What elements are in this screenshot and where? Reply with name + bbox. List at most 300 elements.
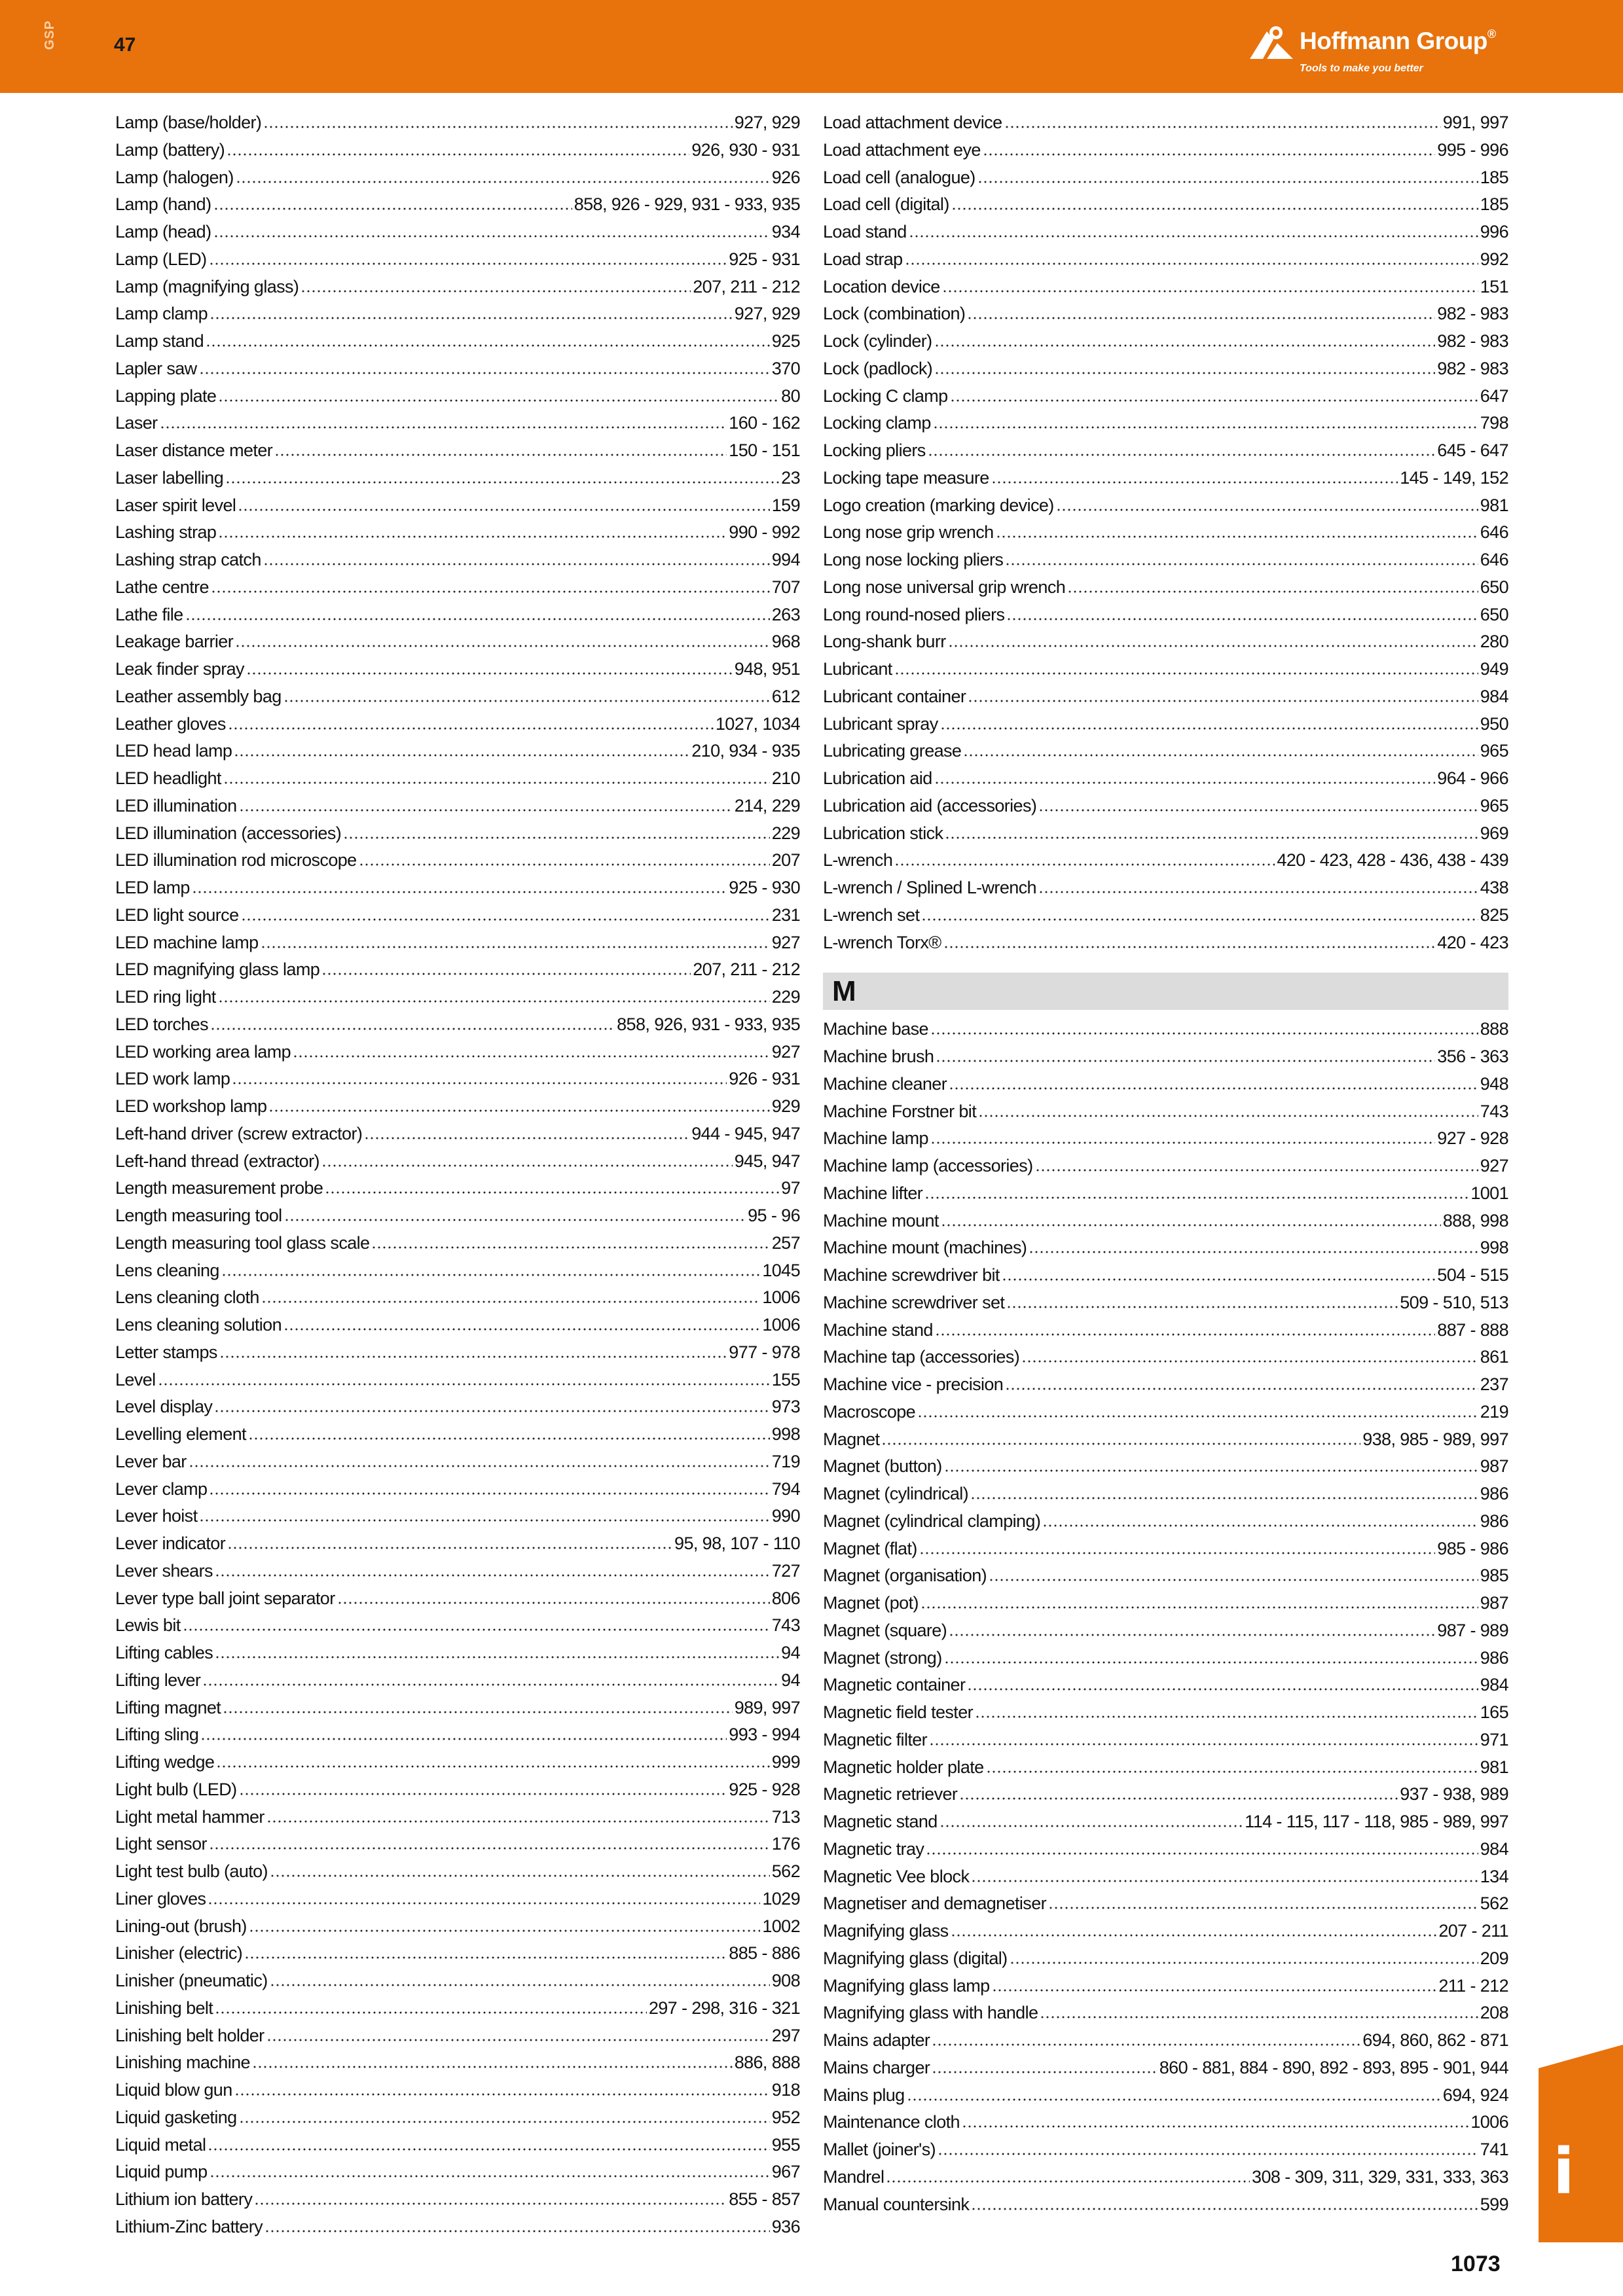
index-entry[interactable] xyxy=(823,249,1508,277)
page-reference[interactable]: 996 xyxy=(1480,222,1508,242)
page-reference[interactable]: 999 xyxy=(771,1752,800,1772)
index-entry[interactable] xyxy=(115,1151,800,1179)
page-reference[interactable]: 926, 930 - 931 xyxy=(691,139,800,160)
page-reference[interactable]: 858, 926 - 929, 931 - 933, 935 xyxy=(574,194,800,215)
brand-logo[interactable] xyxy=(1247,24,1509,82)
index-entry[interactable] xyxy=(115,2189,800,2217)
page-reference[interactable]: 991, 997 xyxy=(1442,113,1508,132)
index-entry[interactable] xyxy=(115,714,800,742)
page-reference[interactable]: 145 - 149, 152 xyxy=(1400,467,1508,488)
index-entry[interactable] xyxy=(823,2085,1508,2113)
index-entry[interactable] xyxy=(823,1265,1508,1293)
page-reference[interactable]: 885 - 886 xyxy=(729,1943,800,1964)
page-reference[interactable]: 23 xyxy=(781,467,800,488)
index-entry[interactable] xyxy=(823,168,1508,195)
page-reference[interactable]: 207, 211 - 212 xyxy=(693,960,800,980)
page-reference[interactable]: 612 xyxy=(771,686,800,706)
index-entry[interactable] xyxy=(115,1670,800,1698)
index-entry[interactable] xyxy=(823,1539,1508,1566)
index-entry[interactable] xyxy=(115,1370,800,1397)
index-entry[interactable] xyxy=(115,550,800,577)
page-reference[interactable]: 1006 xyxy=(762,1287,800,1308)
page-reference[interactable]: 114 - 115, 117 - 118, 985 - 989, 997 xyxy=(1245,1812,1508,1831)
index-entry[interactable] xyxy=(823,495,1508,523)
index-entry[interactable] xyxy=(823,605,1508,632)
index-entry[interactable] xyxy=(115,468,800,495)
index-entry[interactable] xyxy=(115,249,800,277)
page-reference[interactable]: 155 xyxy=(771,1369,800,1390)
page-reference[interactable]: 955 xyxy=(771,2134,800,2155)
index-entry[interactable] xyxy=(823,659,1508,687)
index-entry[interactable] xyxy=(823,2167,1508,2195)
page-reference[interactable]: 420 - 423, 428 - 436, 438 - 439 xyxy=(1277,850,1508,870)
index-entry[interactable] xyxy=(823,1593,1508,1621)
info-side-tab[interactable] xyxy=(1539,2045,1623,2242)
index-entry[interactable] xyxy=(823,850,1508,878)
index-entry[interactable] xyxy=(115,1233,800,1261)
index-entry[interactable] xyxy=(115,605,800,632)
index-entry[interactable] xyxy=(115,1042,800,1069)
page-reference[interactable]: 948, 951 xyxy=(734,659,800,679)
page-reference[interactable]: 948 xyxy=(1480,1073,1508,1094)
page-reference[interactable]: 964 - 966 xyxy=(1437,768,1508,788)
page-reference[interactable]: 165 xyxy=(1480,1702,1508,1722)
page-reference[interactable]: 743 xyxy=(771,1615,800,1636)
page-reference[interactable]: 562 xyxy=(771,1861,800,1881)
index-entry[interactable] xyxy=(823,1293,1508,1320)
page-reference[interactable]: 713 xyxy=(771,1806,800,1827)
index-entry[interactable] xyxy=(823,1374,1508,1402)
page-reference[interactable]: 160 - 162 xyxy=(729,413,800,433)
index-entry[interactable] xyxy=(823,933,1508,960)
page-reference[interactable]: 825 xyxy=(1480,905,1508,925)
page-reference[interactable]: 80 xyxy=(781,386,800,406)
page-reference[interactable]: 981 xyxy=(1480,495,1508,515)
page-reference[interactable]: 993 - 994 xyxy=(729,1725,800,1745)
index-entry[interactable] xyxy=(115,905,800,933)
page-reference[interactable]: 927 - 928 xyxy=(1437,1128,1508,1149)
index-entry[interactable] xyxy=(115,359,800,386)
index-entry[interactable] xyxy=(823,1238,1508,1265)
page-reference[interactable]: 211 - 212 xyxy=(1438,1975,1508,1996)
index-entry[interactable] xyxy=(115,2026,800,2053)
page-reference[interactable]: 936 xyxy=(771,2216,800,2236)
index-entry[interactable] xyxy=(823,304,1508,331)
page-reference[interactable]: 237 xyxy=(1480,1374,1508,1394)
index-entry[interactable] xyxy=(115,1424,800,1452)
page-reference[interactable]: 741 xyxy=(1480,2140,1508,2159)
index-entry[interactable] xyxy=(823,1320,1508,1348)
page-reference[interactable]: 207 - 211 xyxy=(1438,1921,1508,1941)
index-entry[interactable] xyxy=(823,1102,1508,1129)
index-entry[interactable] xyxy=(115,1971,800,1998)
page-reference[interactable]: 887 - 888 xyxy=(1437,1319,1508,1340)
page-reference[interactable]: 987 - 989 xyxy=(1437,1620,1508,1640)
page-reference[interactable]: 207, 211 - 212 xyxy=(693,276,800,296)
page-reference[interactable]: 1006 xyxy=(1470,2112,1508,2132)
index-entry[interactable] xyxy=(823,577,1508,605)
page-reference[interactable]: 210, 934 - 935 xyxy=(691,741,800,761)
page-reference[interactable]: 945, 947 xyxy=(734,1151,800,1171)
index-entry[interactable] xyxy=(823,222,1508,249)
page-reference[interactable]: 994 xyxy=(771,550,800,569)
index-entry[interactable] xyxy=(823,905,1508,933)
page-reference[interactable]: 219 xyxy=(1480,1401,1508,1422)
page-reference[interactable]: 861 xyxy=(1480,1347,1508,1367)
index-entry[interactable] xyxy=(115,113,800,140)
page-reference[interactable]: 938, 985 - 989, 997 xyxy=(1362,1429,1508,1449)
page-reference[interactable]: 929 xyxy=(771,1096,800,1116)
page-reference[interactable]: 151 xyxy=(1480,276,1508,296)
page-reference[interactable]: 176 xyxy=(771,1834,800,1854)
index-entry[interactable] xyxy=(115,577,800,605)
page-reference[interactable]: 998 xyxy=(771,1424,800,1444)
page-reference[interactable]: 727 xyxy=(771,1560,800,1581)
page-reference[interactable]: 984 xyxy=(1480,1839,1508,1859)
index-entry[interactable] xyxy=(823,2003,1508,2030)
page-reference[interactable]: 231 xyxy=(771,905,800,925)
page-reference[interactable]: 229 xyxy=(771,823,800,843)
page-reference[interactable]: 370 xyxy=(771,358,800,378)
index-entry[interactable] xyxy=(115,331,800,359)
index-entry[interactable] xyxy=(823,140,1508,168)
index-entry[interactable] xyxy=(115,1069,800,1096)
index-entry[interactable] xyxy=(115,1534,800,1561)
page-reference[interactable]: 1029 xyxy=(762,1888,800,1909)
index-entry[interactable] xyxy=(823,277,1508,304)
page-reference[interactable]: 806 xyxy=(771,1588,800,1608)
page-reference[interactable]: 992 xyxy=(1480,249,1508,269)
index-entry[interactable] xyxy=(115,1889,800,1916)
page-reference[interactable]: 855 - 857 xyxy=(729,2189,800,2209)
index-entry[interactable] xyxy=(115,2162,800,2189)
page-reference[interactable]: 860 - 881, 884 - 890, 892 - 893, 895 - 901, 944 xyxy=(1159,2057,1508,2077)
page-reference[interactable]: 646 xyxy=(1480,550,1508,569)
page-reference[interactable]: 694, 860, 862 - 871 xyxy=(1362,2030,1508,2050)
index-entry[interactable] xyxy=(823,2195,1508,2222)
page-reference[interactable]: 886, 888 xyxy=(734,2053,800,2073)
page-reference[interactable]: 94 xyxy=(781,1670,800,1690)
index-entry[interactable] xyxy=(823,1976,1508,2003)
page-reference[interactable]: 926 xyxy=(771,167,800,187)
index-entry[interactable] xyxy=(115,1124,800,1151)
page-reference[interactable]: 927 xyxy=(1480,1156,1508,1175)
page-reference[interactable]: 297 - 298, 316 - 321 xyxy=(648,1998,800,2018)
page-reference[interactable]: 263 xyxy=(771,604,800,624)
page-reference[interactable]: 438 xyxy=(1480,878,1508,897)
index-entry[interactable] xyxy=(115,632,800,659)
index-entry[interactable] xyxy=(115,1096,800,1124)
index-entry[interactable] xyxy=(823,768,1508,796)
page-reference[interactable]: 719 xyxy=(771,1451,800,1471)
page-reference[interactable]: 971 xyxy=(1480,1729,1508,1749)
page-reference[interactable]: 150 - 151 xyxy=(729,440,800,460)
page-reference[interactable]: 927, 929 xyxy=(734,113,800,132)
index-entry[interactable] xyxy=(115,987,800,1014)
index-entry[interactable] xyxy=(823,1757,1508,1785)
page-reference[interactable]: 949 xyxy=(1480,659,1508,679)
page-reference[interactable]: 937 - 938, 989 xyxy=(1400,1784,1508,1804)
index-entry[interactable] xyxy=(823,632,1508,659)
page-reference[interactable]: 990 xyxy=(771,1506,800,1526)
index-entry[interactable] xyxy=(115,1452,800,1479)
index-entry[interactable] xyxy=(823,440,1508,468)
page-reference[interactable]: 209 xyxy=(1480,1948,1508,1968)
page-reference[interactable]: 509 - 510, 513 xyxy=(1400,1292,1508,1312)
index-entry[interactable] xyxy=(115,194,800,222)
index-entry[interactable] xyxy=(115,1315,800,1342)
index-entry[interactable] xyxy=(115,1752,800,1780)
page-reference[interactable]: 650 xyxy=(1480,604,1508,624)
page-reference[interactable]: 229 xyxy=(771,987,800,1007)
index-entry[interactable] xyxy=(115,1561,800,1588)
page-reference[interactable]: 984 xyxy=(1480,686,1508,706)
index-entry[interactable] xyxy=(823,1702,1508,1730)
page-reference[interactable]: 1001 xyxy=(1470,1183,1508,1203)
index-entry[interactable] xyxy=(115,1698,800,1725)
page-reference[interactable]: 998 xyxy=(1480,1238,1508,1258)
page-reference[interactable]: 987 xyxy=(1480,1456,1508,1477)
index-entry[interactable] xyxy=(115,1014,800,1042)
page-reference[interactable]: 308 - 309, 311, 329, 331, 333, 363 xyxy=(1252,2166,1508,2187)
page-reference[interactable]: 280 xyxy=(1480,632,1508,652)
index-entry[interactable] xyxy=(823,1784,1508,1812)
page-reference[interactable]: 94 xyxy=(781,1643,800,1662)
page-reference[interactable]: 159 xyxy=(771,495,800,515)
page-reference[interactable]: 599 xyxy=(1480,2194,1508,2214)
index-entry[interactable] xyxy=(823,1047,1508,1074)
page-reference[interactable]: 950 xyxy=(1480,713,1508,734)
page-reference[interactable]: 908 xyxy=(771,1971,800,1990)
index-entry[interactable] xyxy=(115,1834,800,1861)
page-reference[interactable]: 356 - 363 xyxy=(1437,1047,1508,1066)
page-reference[interactable]: 1027, 1034 xyxy=(715,713,800,734)
page-reference[interactable]: 1006 xyxy=(762,1315,800,1335)
index-entry[interactable] xyxy=(823,522,1508,550)
index-entry[interactable] xyxy=(823,1648,1508,1676)
page-reference[interactable]: 927 xyxy=(771,932,800,952)
page-reference[interactable]: 646 xyxy=(1480,522,1508,543)
index-entry[interactable] xyxy=(823,1211,1508,1238)
index-entry[interactable] xyxy=(115,2080,800,2108)
page-reference[interactable]: 973 xyxy=(771,1397,800,1417)
page-reference[interactable]: 257 xyxy=(771,1232,800,1253)
index-entry[interactable] xyxy=(115,2217,800,2244)
index-entry[interactable] xyxy=(115,1998,800,2026)
index-entry[interactable] xyxy=(115,168,800,195)
index-entry[interactable] xyxy=(823,1511,1508,1539)
page-reference[interactable]: 926 - 931 xyxy=(729,1069,800,1089)
page-reference[interactable]: 995 - 996 xyxy=(1437,139,1508,160)
index-entry[interactable] xyxy=(823,1429,1508,1457)
page-reference[interactable]: 965 xyxy=(1480,741,1508,761)
index-entry[interactable] xyxy=(823,714,1508,742)
page-reference[interactable]: 214, 229 xyxy=(734,795,800,816)
page-reference[interactable]: 95, 98, 107 - 110 xyxy=(674,1534,800,1553)
index-entry[interactable] xyxy=(823,1484,1508,1511)
index-entry[interactable] xyxy=(115,1261,800,1288)
page-reference[interactable]: 1045 xyxy=(762,1260,800,1280)
index-entry[interactable] xyxy=(115,741,800,768)
index-entry[interactable] xyxy=(115,1206,800,1233)
page-reference[interactable]: 981 xyxy=(1480,1757,1508,1777)
index-entry[interactable] xyxy=(115,1178,800,1206)
page-reference[interactable]: 968 xyxy=(771,632,800,652)
page-reference[interactable]: 208 xyxy=(1480,2003,1508,2023)
index-entry[interactable] xyxy=(115,386,800,414)
page-reference[interactable]: 952 xyxy=(771,2107,800,2127)
page-reference[interactable]: 918 xyxy=(771,2080,800,2100)
page-reference[interactable]: 982 - 983 xyxy=(1437,304,1508,324)
index-entry[interactable] xyxy=(823,1621,1508,1648)
page-reference[interactable]: 562 xyxy=(1480,1893,1508,1914)
page-reference[interactable]: 925 - 931 xyxy=(729,249,800,269)
page-reference[interactable]: 297 xyxy=(771,2025,800,2045)
index-entry[interactable] xyxy=(823,194,1508,222)
page-reference[interactable]: 987 xyxy=(1480,1593,1508,1613)
index-entry[interactable] xyxy=(115,277,800,304)
index-entry[interactable] xyxy=(823,386,1508,414)
index-entry[interactable] xyxy=(115,413,800,440)
index-entry[interactable] xyxy=(115,1861,800,1889)
page-reference[interactable]: 647 xyxy=(1480,386,1508,406)
index-entry[interactable] xyxy=(115,140,800,168)
index-entry[interactable] xyxy=(823,113,1508,140)
index-entry[interactable] xyxy=(115,933,800,960)
page-reference[interactable]: 743 xyxy=(1480,1101,1508,1121)
page-reference[interactable]: 207 xyxy=(771,850,800,870)
page-reference[interactable]: 984 xyxy=(1480,1675,1508,1695)
index-entry[interactable] xyxy=(823,1019,1508,1047)
page-reference[interactable]: 134 xyxy=(1480,1866,1508,1886)
index-entry[interactable] xyxy=(115,1643,800,1670)
page-reference[interactable]: 1002 xyxy=(762,1916,800,1936)
page-reference[interactable]: 985 xyxy=(1480,1566,1508,1586)
index-entry[interactable] xyxy=(823,741,1508,768)
index-entry[interactable] xyxy=(115,522,800,550)
index-entry[interactable] xyxy=(823,1566,1508,1593)
index-entry[interactable] xyxy=(823,687,1508,714)
index-entry[interactable] xyxy=(823,1347,1508,1374)
page-reference[interactable]: 986 xyxy=(1480,1647,1508,1668)
index-entry[interactable] xyxy=(823,468,1508,495)
page-reference[interactable]: 888 xyxy=(1480,1019,1508,1039)
index-entry[interactable] xyxy=(823,1839,1508,1867)
index-entry[interactable] xyxy=(115,2053,800,2080)
page-reference[interactable]: 707 xyxy=(771,577,800,597)
index-entry[interactable] xyxy=(823,1128,1508,1156)
page-reference[interactable]: 888, 998 xyxy=(1442,1210,1508,1230)
index-entry[interactable] xyxy=(115,304,800,331)
index-entry[interactable] xyxy=(823,1730,1508,1757)
index-entry[interactable] xyxy=(823,1867,1508,1894)
index-entry[interactable] xyxy=(115,495,800,523)
index-entry[interactable] xyxy=(115,960,800,987)
page-reference[interactable]: 185 xyxy=(1480,194,1508,215)
page-reference[interactable]: 210 xyxy=(771,768,800,788)
index-entry[interactable] xyxy=(115,850,800,878)
index-entry[interactable] xyxy=(115,768,800,796)
page-reference[interactable]: 986 xyxy=(1480,1511,1508,1531)
page-reference[interactable]: 420 - 423 xyxy=(1437,932,1508,952)
index-entry[interactable] xyxy=(823,1893,1508,1921)
index-entry[interactable] xyxy=(115,1342,800,1370)
index-entry[interactable] xyxy=(823,413,1508,440)
index-entry[interactable] xyxy=(823,2140,1508,2167)
index-entry[interactable] xyxy=(115,1943,800,1971)
page-reference[interactable]: 969 xyxy=(1480,823,1508,843)
page-reference[interactable]: 794 xyxy=(771,1479,800,1499)
index-entry[interactable] xyxy=(823,2112,1508,2140)
page-reference[interactable]: 989, 997 xyxy=(734,1697,800,1717)
page-reference[interactable]: 925 - 930 xyxy=(729,878,800,897)
index-entry[interactable] xyxy=(823,796,1508,823)
page-reference[interactable]: 982 - 983 xyxy=(1437,331,1508,351)
index-entry[interactable] xyxy=(115,2108,800,2135)
index-entry[interactable] xyxy=(115,1725,800,1752)
page-reference[interactable]: 986 xyxy=(1480,1484,1508,1503)
page-reference[interactable]: 967 xyxy=(771,2162,800,2182)
index-entry[interactable] xyxy=(115,1287,800,1315)
index-entry[interactable] xyxy=(823,878,1508,905)
index-entry[interactable] xyxy=(115,1479,800,1507)
index-entry[interactable] xyxy=(823,1183,1508,1211)
page-reference[interactable]: 934 xyxy=(771,222,800,242)
index-entry[interactable] xyxy=(115,687,800,714)
index-entry[interactable] xyxy=(823,1156,1508,1183)
page-reference[interactable]: 185 xyxy=(1480,167,1508,187)
index-entry[interactable] xyxy=(823,1074,1508,1102)
index-entry[interactable] xyxy=(823,1402,1508,1429)
index-entry[interactable] xyxy=(823,1675,1508,1702)
index-entry[interactable] xyxy=(823,550,1508,577)
page-reference[interactable]: 982 - 983 xyxy=(1437,358,1508,378)
index-entry[interactable] xyxy=(115,440,800,468)
page-reference[interactable]: 504 - 515 xyxy=(1437,1265,1508,1285)
index-entry[interactable] xyxy=(823,331,1508,359)
page-reference[interactable]: 925 - 928 xyxy=(729,1779,800,1799)
index-entry[interactable] xyxy=(115,878,800,905)
index-entry[interactable] xyxy=(115,1780,800,1807)
page-reference[interactable]: 645 - 647 xyxy=(1437,440,1508,460)
index-entry[interactable] xyxy=(823,2030,1508,2058)
page-reference[interactable]: 97 xyxy=(781,1178,800,1198)
index-entry[interactable] xyxy=(823,1948,1508,1976)
index-entry[interactable] xyxy=(115,1615,800,1643)
index-entry[interactable] xyxy=(823,2058,1508,2085)
page-reference[interactable]: 925 xyxy=(771,331,800,351)
page-reference[interactable]: 95 - 96 xyxy=(748,1206,800,1225)
index-entry[interactable] xyxy=(115,1916,800,1944)
index-entry[interactable] xyxy=(115,1588,800,1616)
page-reference[interactable]: 965 xyxy=(1480,795,1508,816)
index-entry[interactable] xyxy=(115,659,800,687)
index-entry[interactable] xyxy=(115,1397,800,1424)
index-entry[interactable] xyxy=(823,1812,1508,1839)
index-entry[interactable] xyxy=(115,796,800,823)
index-entry[interactable] xyxy=(115,823,800,851)
page-reference[interactable]: 858, 926, 931 - 933, 935 xyxy=(617,1014,800,1034)
page-reference[interactable]: 798 xyxy=(1480,413,1508,433)
index-entry[interactable] xyxy=(115,1807,800,1835)
index-entry[interactable] xyxy=(115,222,800,249)
index-entry[interactable] xyxy=(115,2135,800,2162)
index-entry[interactable] xyxy=(823,359,1508,386)
page-reference[interactable]: 990 - 992 xyxy=(729,522,800,543)
index-entry[interactable] xyxy=(823,1921,1508,1948)
page-reference[interactable]: 927, 929 xyxy=(734,304,800,324)
index-entry[interactable] xyxy=(823,1456,1508,1484)
